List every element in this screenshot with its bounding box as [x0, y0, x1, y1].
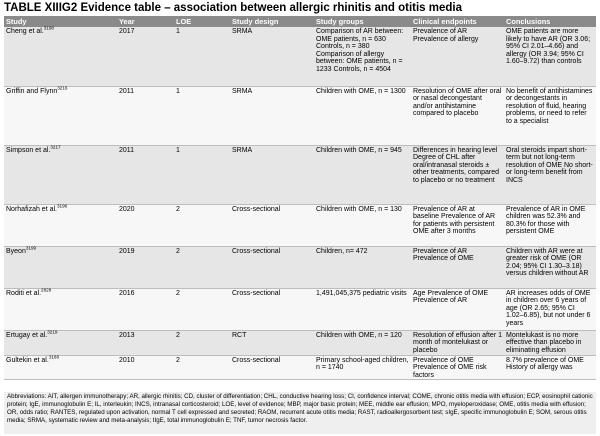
groups-cell: Children with OME, n = 120	[314, 330, 411, 355]
column-header-clinical-endpoints: Clinical endpoints	[411, 16, 504, 27]
study-cell: Gultekin et al.$^{3188}$	[4, 355, 117, 380]
endpoints-cell: Resolution of effusion after 1 month of montelukast or placebo	[411, 330, 504, 355]
endpoints-cell: Prevalence of AR Prevalence of allergy	[411, 27, 504, 86]
study-cell: Simpson et al.$^{3217}$	[4, 145, 117, 204]
table-row	[4, 86, 596, 145]
year-cell: 2017	[117, 27, 174, 86]
year-cell: 2020	[117, 204, 174, 246]
loe-cell: 2	[174, 288, 230, 330]
endpoints-cell: Prevalence of AR Prevalence of OME	[411, 246, 504, 288]
conclusions-cell: 8.7% prevalence of OME History of allergy was	[504, 355, 596, 380]
loe-cell: 2	[174, 246, 230, 288]
conclusions-cell: Prevalence of AR in OME children was 52.3% and 80.3% for those with persistent OME	[504, 204, 596, 246]
design-cell: Cross-sectional	[230, 246, 314, 288]
table-row	[4, 355, 596, 380]
year-cell: 2011	[117, 86, 174, 145]
endpoints-cell: Differences in hearing level Degree of CHL after oral/intranasal steroids ± other treatments, compared to placebo or no treatment	[411, 145, 504, 204]
design-cell: Cross-sectional	[230, 204, 314, 246]
table-row	[4, 204, 596, 246]
design-cell: Cross-sectional	[230, 288, 314, 330]
loe-cell: 2	[174, 355, 230, 380]
conclusions-cell: AR increases odds of OME in children over 6 years of age (OR 2.65; 95% CI 1.02–6.85), but not under 6 years	[504, 288, 596, 330]
groups-cell: Children with OME, n = 1300	[314, 86, 411, 145]
table-row	[4, 330, 596, 355]
column-header-year: Year	[117, 16, 174, 27]
loe-cell: 2	[174, 204, 230, 246]
study-cell: Norhafizah et al.$^{3196}$	[4, 204, 117, 246]
conclusions-cell: Montelukast is no more effective than placebo in eliminating effusion	[504, 330, 596, 355]
year-cell: 2016	[117, 288, 174, 330]
conclusions-cell: Children with AR were at greater risk of OME (OR 2.04; 95% CI 1.30–3.18) versus children without AR	[504, 246, 596, 288]
design-cell: Cross-sectional	[230, 355, 314, 380]
year-cell: 2010	[117, 355, 174, 380]
loe-cell: 1	[174, 27, 230, 86]
table-row	[4, 27, 596, 86]
loe-cell: 1	[174, 145, 230, 204]
groups-cell: Children, n= 472	[314, 246, 411, 288]
evidence-table	[4, 16, 596, 380]
study-cell: Byeon$^{3199}$	[4, 246, 117, 288]
loe-cell: 2	[174, 330, 230, 355]
year-cell: 2019	[117, 246, 174, 288]
groups-cell: Primary school-aged children, n = 1740	[314, 355, 411, 380]
abbreviations-footnote: Abbreviations: AIT, allergen immunotherapy; AR, allergic rhinitis; CD, cluster of differentiation; CHL, conductive hearing loss; CI, confidence interval; COME, chronic otitis media with effusion; ECP, eosinophil cationic protein; IgE, immunoglobulin E; IL, interleukin; INCS, intranasal corticosteroid; LOE, level of evidence; MBP, major basic protein; MEE, middle ear effusion; MPO, myeloperoxidase; OME, otitis media with effusion; OR, odds ratio; RANTES, regulated upon activation, normal T cell expressed and secreted; RAOM, recurrent acute otitis media; RAST, radioallergosorbent test; sIgE, specific immunoglobulin E; SOM, serous otitis media; SRMA, systematic review and meta-analysis; tIgE, total immunoglobulin E; TNF, tumor necrosis factor.	[4, 392, 596, 434]
column-header-study: Study	[4, 16, 117, 27]
table-row	[4, 288, 596, 330]
table-row	[4, 145, 596, 204]
study-cell: Griffin and Flynn$^{3216}$	[4, 86, 117, 145]
header-row	[4, 16, 596, 27]
endpoints-cell: Prevalence of AR at baseline Prevalence of AR for patients with persistent OME after 3 months	[411, 204, 504, 246]
column-header-conclusions: Conclusions	[504, 16, 596, 27]
groups-cell: Children with OME, n = 130	[314, 204, 411, 246]
conclusions-cell: Oral steroids impart short-term but not long-term resolution of OME No short- or long-term benefit from INCS	[504, 145, 596, 204]
column-header-study-design: Study design	[230, 16, 314, 27]
endpoints-cell: Resolution of OME after oral or nasal decongestant and/or antihistamine compared to placebo	[411, 86, 504, 145]
endpoints-cell: Prevalence of OME Prevalence of OME risk factors	[411, 355, 504, 380]
groups-cell: 1,491,045,375 pediatric visits	[314, 288, 411, 330]
conclusions-cell: OME patients are more likely to have AR (OR 3.06; 95% CI 2.01–4.66) and allergy (OR 3.94; 95% CI 1.60–9.72) than controls	[504, 27, 596, 86]
column-header-study-groups: Study groups	[314, 16, 411, 27]
design-cell: SRMA	[230, 86, 314, 145]
study-cell: Cheng et al.$^{3198}$	[4, 27, 117, 86]
design-cell: SRMA	[230, 27, 314, 86]
column-header-loe: LOE	[174, 16, 230, 27]
year-cell: 2011	[117, 145, 174, 204]
groups-cell: Comparison of AR between: OME patients, n = 630 Controls, n = 380 Comparison of allergy between: OME patients, n = 1233 Controls, n = 4504	[314, 27, 411, 86]
design-cell: SRMA	[230, 145, 314, 204]
study-cell: Roditi et al.$^{2828}$	[4, 288, 117, 330]
endpoints-cell: Age Prevalence of OME Prevalence of AR	[411, 288, 504, 330]
table-row	[4, 246, 596, 288]
groups-cell: Children with OME, n = 945	[314, 145, 411, 204]
loe-cell: 1	[174, 86, 230, 145]
year-cell: 2013	[117, 330, 174, 355]
study-cell: Ertugay et al.$^{3219}$	[4, 330, 117, 355]
conclusions-cell: No benefit of antihistamines or decongestants in resolution of fluid, hearing problems, or need to refer to a specialist	[504, 86, 596, 145]
design-cell: RCT	[230, 330, 314, 355]
table-title: TABLE XIIIG2 Evidence table – association between allergic rhinitis and otitis media	[4, 2, 462, 14]
